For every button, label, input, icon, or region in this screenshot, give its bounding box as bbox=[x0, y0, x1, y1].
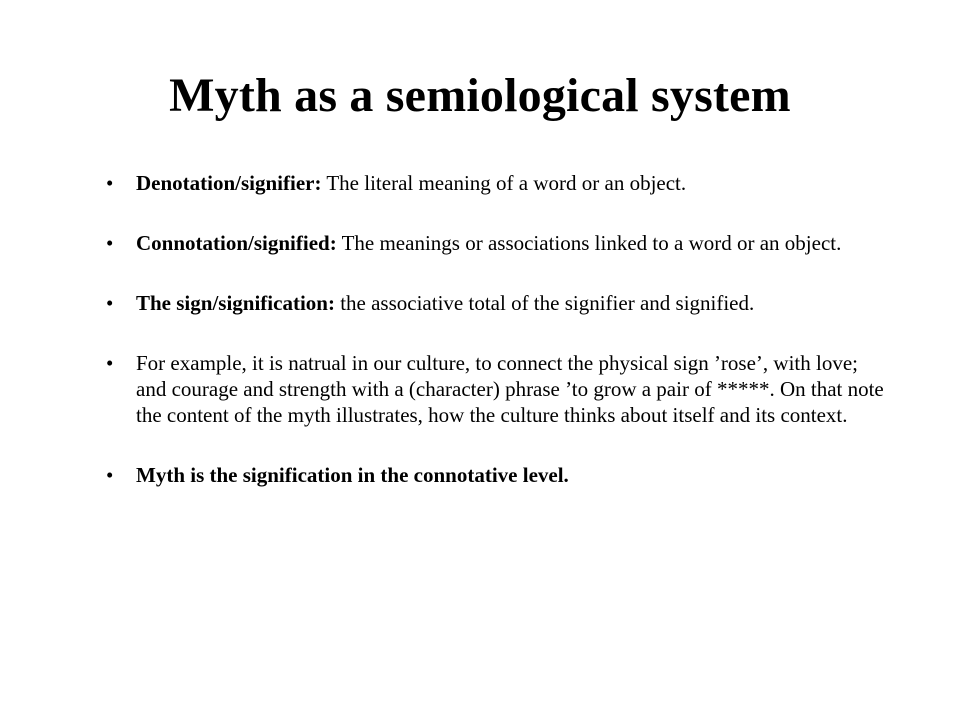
bullet-item-myth bbox=[106, 462, 886, 488]
term-connotation: Connotation/signified: bbox=[136, 231, 337, 255]
definition-connotation: The meanings or associations linked to a word or an object. bbox=[336, 231, 842, 255]
bullet-icon: • bbox=[106, 351, 114, 375]
bullet-icon: • bbox=[106, 291, 114, 315]
term-sign: The sign/signification: bbox=[136, 291, 335, 315]
bullet-icon: • bbox=[106, 463, 114, 487]
bullet-item-denotation bbox=[106, 170, 886, 196]
bullet-icon: • bbox=[106, 171, 114, 195]
definition-sign: the associative total of the signifier and signified. bbox=[334, 291, 755, 315]
example-text: For example, it is natrual in our culture, to connect the physical sign ’rose’, with love; and courage and strength with a (character) phrase ’to grow a pair of *****. On that note the content of the myth illustrates, how the culture thinks about itself and its context. bbox=[136, 351, 884, 427]
bullet-item-connotation bbox=[106, 230, 886, 256]
slide-title: Myth as a semiological system bbox=[169, 69, 791, 122]
bullet-item-example bbox=[106, 350, 886, 428]
myth-statement: Myth is the signification in the connotative level. bbox=[136, 463, 569, 487]
bullet-icon: • bbox=[106, 231, 114, 255]
term-denotation: Denotation/signifier: bbox=[136, 171, 322, 195]
bullet-list bbox=[106, 170, 886, 488]
definition-denotation: The literal meaning of a word or an object. bbox=[321, 171, 687, 195]
bullet-item-sign bbox=[106, 290, 886, 316]
